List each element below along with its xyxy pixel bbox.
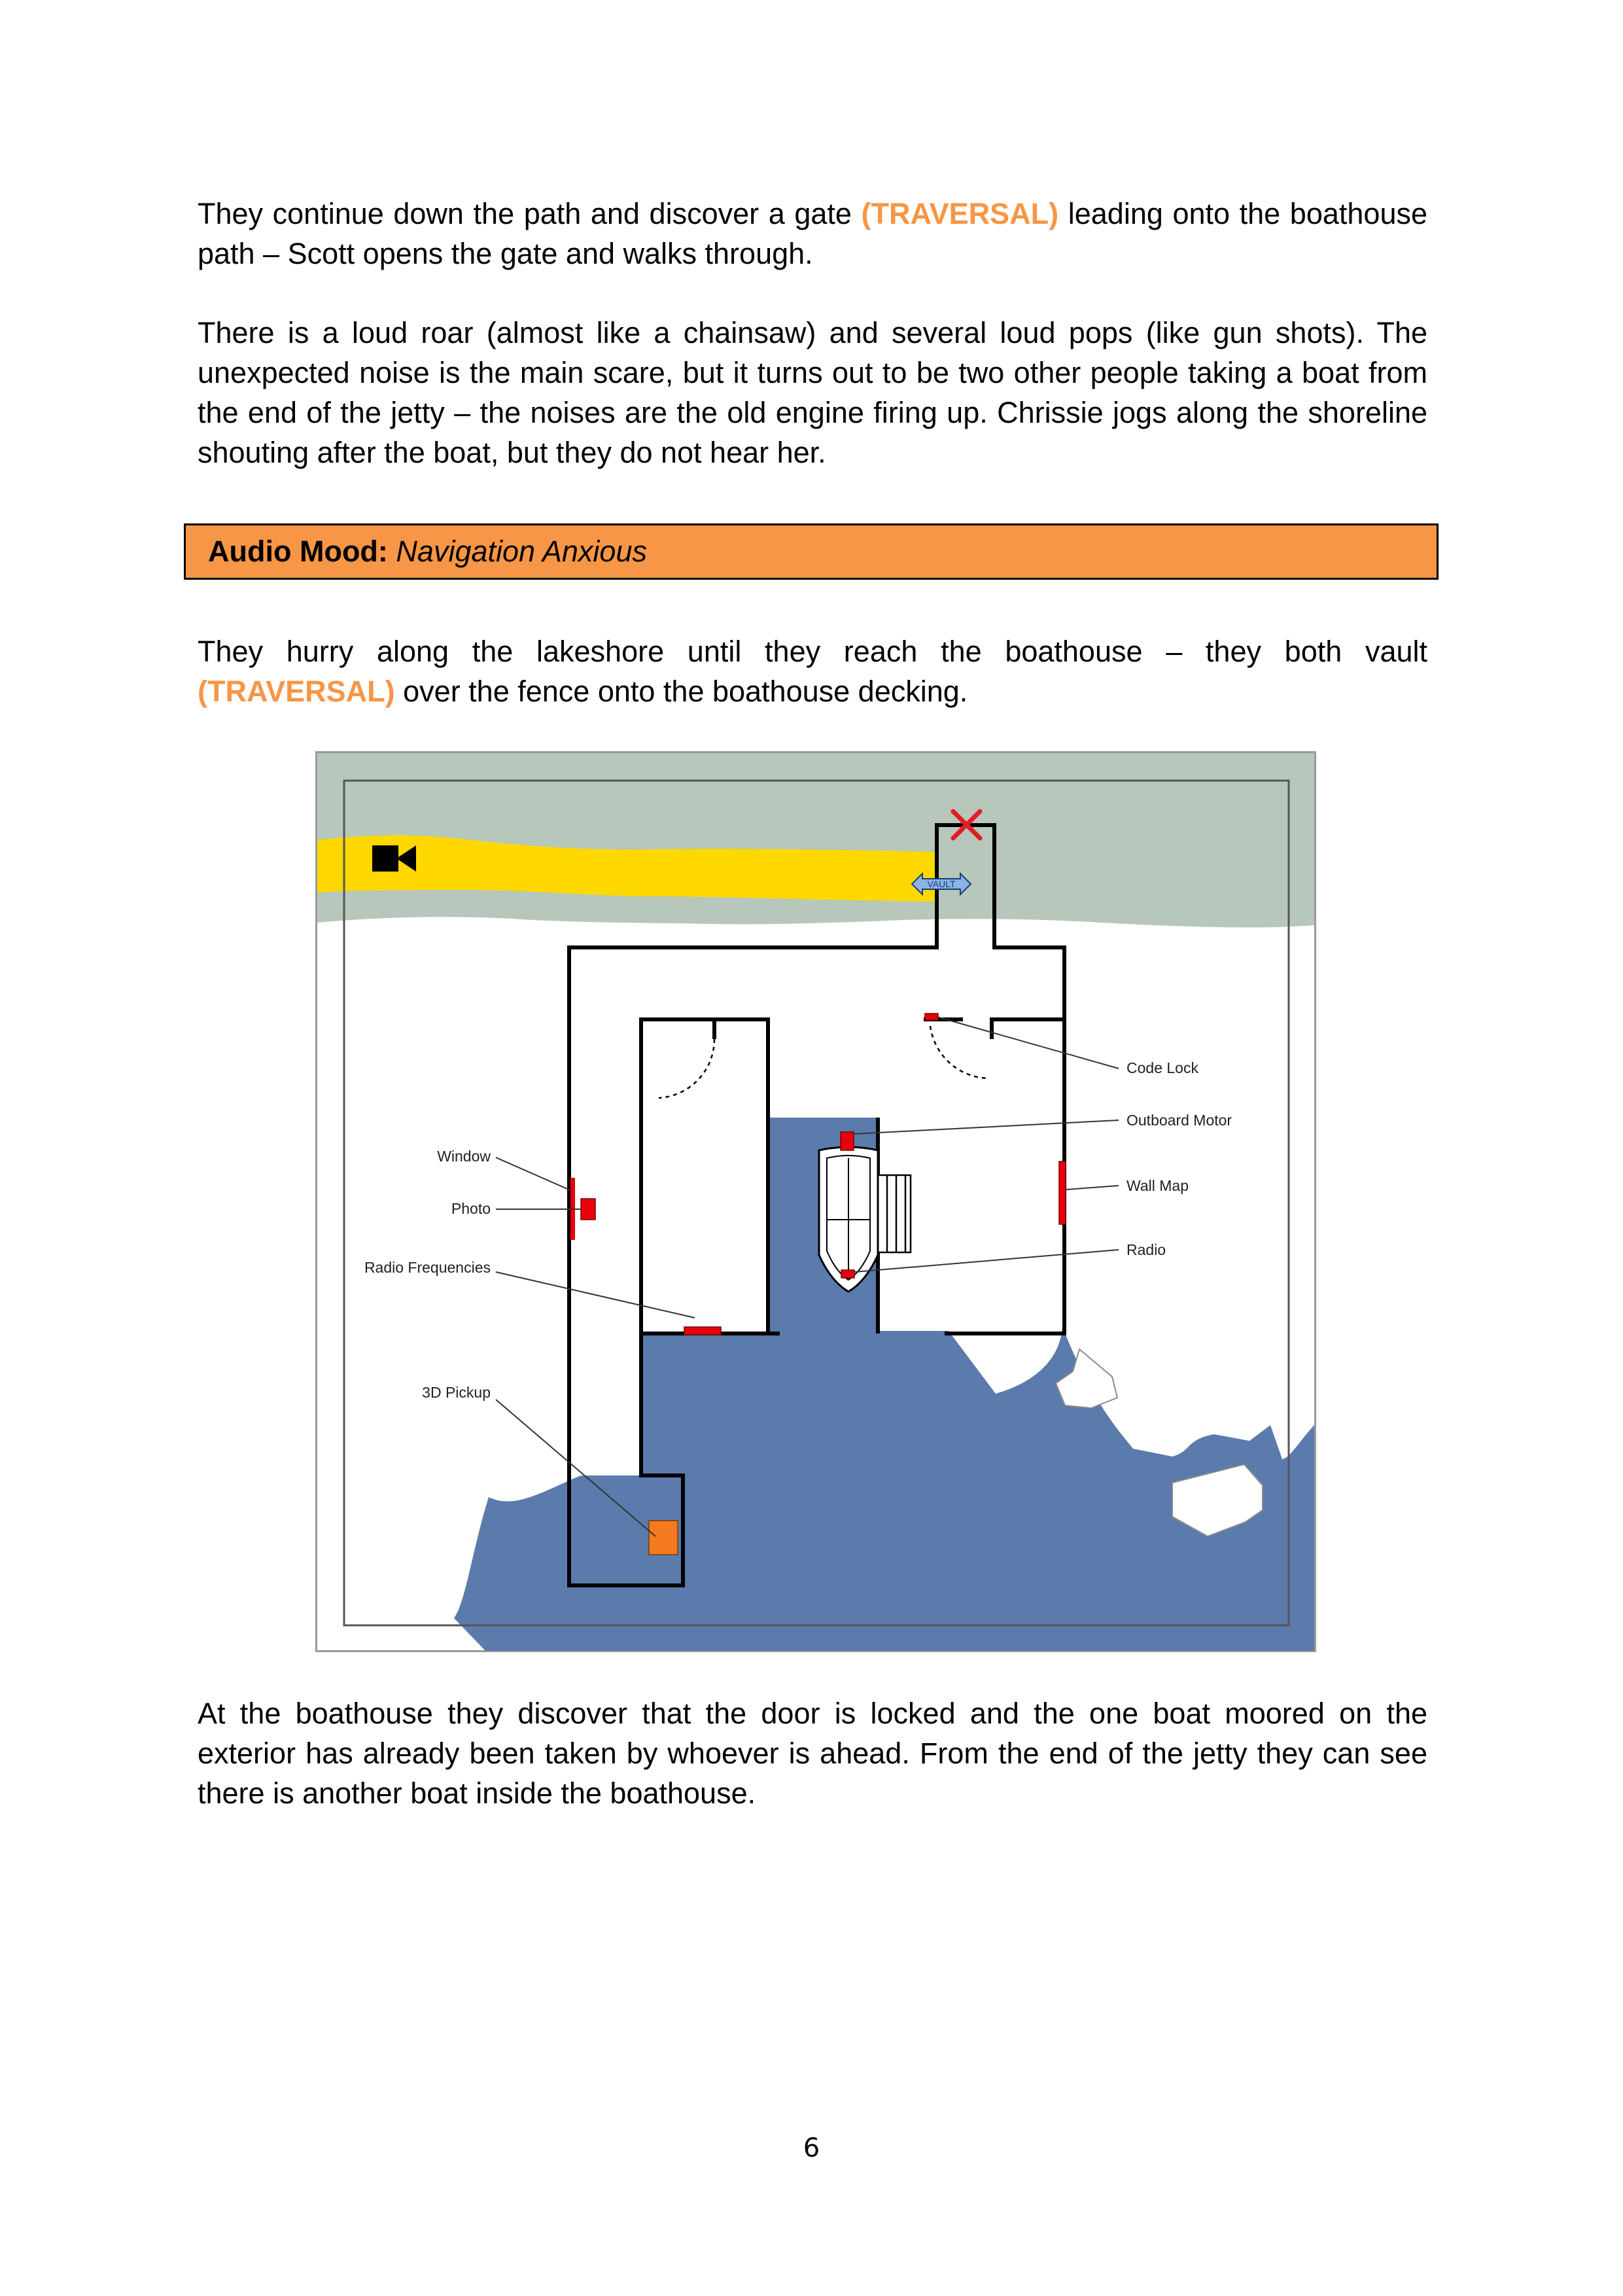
- 3d-pickup-marker: [649, 1521, 678, 1555]
- label-outboard-motor: Outboard Motor: [1126, 1112, 1232, 1129]
- label-photo: Photo: [451, 1200, 491, 1217]
- audio-mood-label: Audio Mood:: [208, 535, 388, 568]
- radio-marker: [841, 1270, 854, 1278]
- code-lock-marker: [925, 1014, 938, 1020]
- paragraph-text: over the fence onto the boathouse decking.: [394, 675, 968, 708]
- outboard-motor-marker: [841, 1132, 854, 1150]
- label-radio-frequencies: Radio Frequencies: [364, 1259, 491, 1276]
- paragraph-roar: There is a loud roar (almost like a chainsaw) and several loud pops (like gun shots). The unexpected noise is the main scare, but it turns out to be two other people taking a boat from the end of the jetty – the noises are the old engine firing up. Chrissie jogs along the shoreline shouting after the boat, but they do not hear her.: [198, 316, 1427, 469]
- paragraph-text: leading onto the boathouse path – Scott opens the gate and walks through.: [198, 197, 1427, 270]
- label-3d-pickup: 3D Pickup: [422, 1384, 491, 1401]
- paragraph-text: They hurry along the lakeshore until they reach the boathouse – they both vault: [198, 635, 1427, 668]
- paragraph-gate: [198, 194, 1427, 274]
- label-code-lock: Code Lock: [1126, 1059, 1198, 1076]
- paragraph-lakeshore: [198, 631, 1427, 711]
- vault-label: VAULT: [927, 879, 956, 889]
- label-wall-map: Wall Map: [1126, 1177, 1189, 1194]
- boathouse-map: [315, 751, 1316, 1652]
- traversal-tag: (TRAVERSAL): [861, 197, 1059, 230]
- radio-frequencies-marker: [684, 1327, 721, 1335]
- audio-mood-banner: [184, 523, 1439, 580]
- paragraph-boathouse: At the boathouse they discover that the door is locked and the one boat moored on the exterior has already been taken by whoever is ahead. From the end of the jetty they can see there is another boat inside the boathouse.: [198, 1697, 1427, 1810]
- page-number: 6: [803, 2133, 820, 2163]
- label-radio: Radio: [1126, 1241, 1166, 1258]
- label-window: Window: [437, 1148, 491, 1165]
- photo-marker: [581, 1199, 595, 1220]
- paragraph-text: They continue down the path and discover a gate: [198, 197, 862, 230]
- audio-mood-value: Navigation Anxious: [396, 535, 647, 568]
- stairs: [878, 1175, 911, 1252]
- traversal-tag: (TRAVERSAL): [198, 675, 395, 708]
- wall-map-marker: [1059, 1161, 1066, 1224]
